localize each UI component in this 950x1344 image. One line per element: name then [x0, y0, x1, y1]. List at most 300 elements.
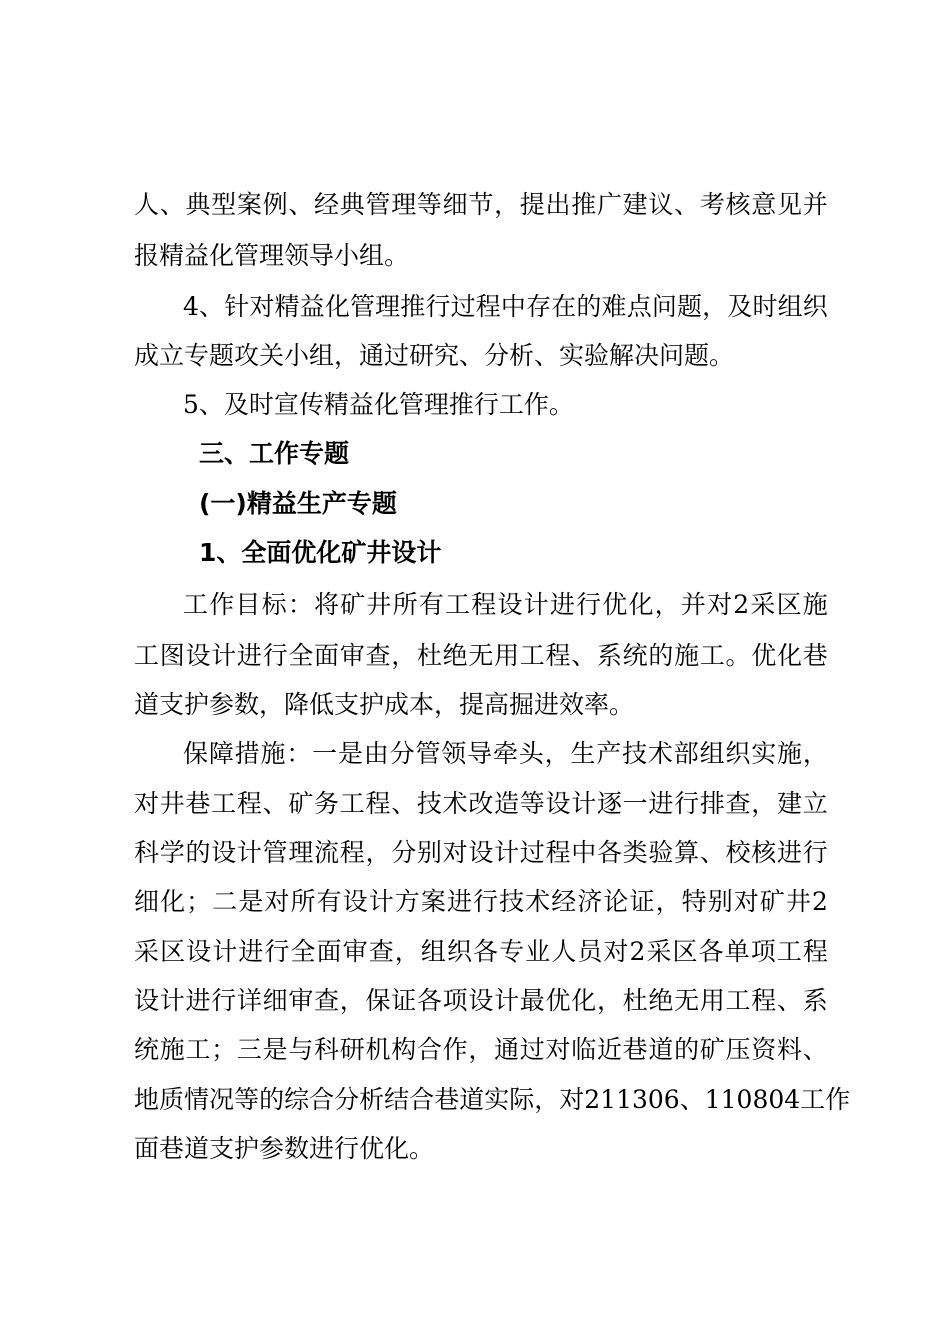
- line-glyph: 题: [677, 292, 703, 321]
- line-glyph: 际: [509, 1085, 535, 1114]
- line-glyph: 一: [622, 789, 648, 818]
- line-glyph: 对: [442, 838, 468, 867]
- line-glyph: 设: [497, 590, 523, 619]
- line-glyph: 统: [622, 641, 648, 670]
- line-glyph: 审: [342, 937, 368, 966]
- line-glyph: 业: [525, 937, 551, 966]
- line-glyph: 对: [264, 887, 290, 916]
- line-glyph: 最: [519, 986, 545, 1015]
- line-glyph: 。: [725, 641, 751, 670]
- line-glyph: 、: [802, 1035, 828, 1064]
- line-glyph: ；: [211, 1035, 237, 1064]
- line-glyph: 各: [596, 838, 622, 867]
- line-glyph: 计: [212, 937, 238, 966]
- line-glyph: 织: [446, 937, 472, 966]
- line-glyph: 牵: [492, 739, 518, 768]
- line-glyph: ：: [286, 739, 312, 768]
- line-glyph: 行: [576, 590, 602, 619]
- line-glyph: 矿: [340, 590, 366, 619]
- line-glyph: 化: [160, 887, 186, 916]
- line-glyph: 例: [262, 190, 288, 219]
- line-glyph: 程: [236, 789, 262, 818]
- line-glyph: ，: [494, 190, 520, 219]
- line-glyph: 研: [339, 1035, 365, 1064]
- line-glyph: 区: [776, 590, 802, 619]
- body-line: 报精益化管理领导小组。: [134, 241, 410, 270]
- line-glyph: 设: [468, 838, 494, 867]
- line-glyph: 出: [545, 190, 571, 219]
- line-glyph: 对: [545, 1035, 571, 1064]
- line-glyph: ，: [391, 641, 417, 670]
- line-glyph: 化: [776, 641, 802, 670]
- line-glyph: 理: [288, 838, 314, 867]
- line-glyph: 是: [337, 739, 363, 768]
- line-glyph: 合: [416, 1035, 442, 1064]
- line-glyph: 计: [159, 986, 185, 1015]
- line-glyph: 存: [526, 292, 552, 321]
- line-glyph: 证: [391, 986, 417, 1015]
- line-glyph: 典: [339, 190, 365, 219]
- line-glyph: ：: [287, 590, 313, 619]
- line-glyph: 情: [184, 1085, 210, 1114]
- line-glyph: 在: [551, 292, 577, 321]
- line-glyph: 行: [473, 887, 499, 916]
- line-glyph: 项: [442, 986, 468, 1015]
- line-glyph: 资: [751, 1035, 777, 1064]
- line-glyph: 验: [648, 838, 674, 867]
- body-line: 成立专题攻关小组，通过研究、分析、实验解决问题。: [134, 341, 735, 370]
- line-glyph: 领: [441, 739, 467, 768]
- line-glyph: 专: [499, 937, 525, 966]
- line-glyph: 导: [467, 739, 493, 768]
- body-line: [134, 937, 828, 967]
- line-glyph: 人: [551, 937, 577, 966]
- line-glyph: 等: [416, 190, 442, 219]
- body-line: [134, 789, 828, 819]
- line-glyph: 理: [375, 292, 401, 321]
- line-glyph: 压: [725, 1035, 751, 1064]
- line-glyph: 进: [648, 789, 674, 818]
- line-glyph: 核: [751, 838, 777, 867]
- line-glyph: 质: [159, 1085, 185, 1114]
- line-glyph: 析: [359, 1085, 385, 1114]
- line-glyph: 进: [776, 838, 802, 867]
- line-glyph: 4: [183, 292, 199, 321]
- line-glyph: ；: [186, 887, 212, 916]
- line-glyph: 查: [368, 937, 394, 966]
- line-glyph: 行: [674, 789, 700, 818]
- line-glyph: 图: [159, 641, 185, 670]
- line-glyph: 作: [825, 1085, 851, 1114]
- line-glyph: 、: [699, 838, 725, 867]
- line-glyph: 进: [446, 887, 472, 916]
- line-glyph: 行: [211, 986, 237, 1015]
- line-glyph: 益: [299, 292, 325, 321]
- line-glyph: 设: [186, 937, 212, 966]
- line-glyph: 管: [349, 292, 375, 321]
- line-glyph: 工: [183, 590, 209, 619]
- line-glyph: 统: [134, 1035, 160, 1064]
- line-glyph: 经: [314, 190, 340, 219]
- line-glyph: 节: [468, 190, 494, 219]
- line-glyph: 结: [384, 1085, 410, 1114]
- line-glyph: 实: [751, 739, 777, 768]
- line-glyph: 优: [545, 986, 571, 1015]
- line-glyph: 核: [725, 190, 751, 219]
- line-glyph: 证: [629, 887, 655, 916]
- line-glyph: 设: [545, 789, 571, 818]
- line-glyph: 对: [603, 937, 629, 966]
- line-glyph: 巷: [434, 1085, 460, 1114]
- line-glyph: 推: [400, 292, 426, 321]
- line-glyph: 全: [290, 937, 316, 966]
- line-glyph: 经: [551, 887, 577, 916]
- line-glyph: 技: [416, 789, 442, 818]
- line-glyph: 术: [525, 887, 551, 916]
- line-glyph: 无: [468, 641, 494, 670]
- line-glyph: 工: [185, 1035, 211, 1064]
- line-glyph: 对: [559, 1085, 585, 1114]
- line-glyph: 保: [365, 986, 391, 1015]
- body-line: [134, 838, 828, 868]
- line-glyph: 并: [680, 590, 706, 619]
- line-glyph: 别: [707, 887, 733, 916]
- line-glyph: 科: [134, 838, 160, 867]
- line-glyph: ，: [702, 292, 728, 321]
- line-glyph: 化: [324, 292, 350, 321]
- line-glyph: 料: [776, 1035, 802, 1064]
- line-glyph: 工: [134, 641, 160, 670]
- body-line: [134, 190, 828, 220]
- line-glyph: 行: [264, 937, 290, 966]
- line-glyph: 技: [499, 887, 525, 916]
- line-glyph: 广: [596, 190, 622, 219]
- line-glyph: 、: [262, 789, 288, 818]
- line-glyph: 由: [363, 739, 389, 768]
- line-glyph: 巷: [802, 641, 828, 670]
- line-glyph: 等: [234, 1085, 260, 1114]
- line-glyph: 将: [314, 590, 340, 619]
- line-glyph: 巷: [185, 789, 211, 818]
- line-glyph: 生: [570, 739, 596, 768]
- line-glyph: 是: [238, 887, 264, 916]
- line-glyph: 面: [316, 937, 342, 966]
- body-line: [134, 1085, 851, 1115]
- line-glyph: 提: [519, 190, 545, 219]
- line-glyph: 计: [368, 887, 394, 916]
- line-glyph: 三: [236, 1035, 262, 1064]
- line-glyph: 的: [674, 1035, 700, 1064]
- line-glyph: 问: [651, 292, 677, 321]
- line-glyph: 过: [519, 1035, 545, 1064]
- line-glyph: 建: [776, 789, 802, 818]
- line-glyph: ，: [394, 937, 420, 966]
- line-glyph: 井: [159, 789, 185, 818]
- line-glyph: 化: [628, 590, 654, 619]
- line-glyph: 组: [699, 739, 725, 768]
- line-glyph: 进: [185, 986, 211, 1015]
- line-glyph: ，: [596, 986, 622, 1015]
- line-glyph: 头: [518, 739, 544, 768]
- line-glyph: 有: [316, 887, 342, 916]
- line-glyph: 二: [212, 887, 238, 916]
- line-glyph: 过: [450, 292, 476, 321]
- line-glyph: 机: [365, 1035, 391, 1064]
- line-glyph: 保: [183, 739, 209, 768]
- line-glyph: 标: [261, 590, 287, 619]
- line-glyph: 分: [334, 1085, 360, 1114]
- line-glyph: 化: [571, 986, 597, 1015]
- line-glyph: 的: [185, 838, 211, 867]
- body-line: [134, 641, 828, 671]
- line-glyph: 2: [812, 887, 828, 916]
- body-line: 5、及时宣传精益化管理推行工作。: [183, 390, 574, 419]
- line-glyph: 通: [494, 1035, 520, 1064]
- line-glyph: 矿: [759, 887, 785, 916]
- body-line: [134, 887, 828, 917]
- body-line: [183, 590, 828, 620]
- line-glyph: 设: [468, 986, 494, 1015]
- line-glyph: ，: [339, 986, 365, 1015]
- line-glyph: 类: [622, 838, 648, 867]
- line-glyph: 、: [571, 641, 597, 670]
- line-glyph: 程: [475, 292, 501, 321]
- line-glyph: 211306: [584, 1085, 680, 1114]
- line-glyph: 措: [234, 739, 260, 768]
- line-glyph: 难: [601, 292, 627, 321]
- body-line: [134, 986, 828, 1016]
- line-glyph: 并: [802, 190, 828, 219]
- line-glyph: 区: [160, 937, 186, 966]
- line-glyph: 杜: [622, 986, 648, 1015]
- line-glyph: 分: [389, 739, 415, 768]
- line-glyph: 考: [699, 190, 725, 219]
- line-glyph: 技: [622, 739, 648, 768]
- line-glyph: 合: [309, 1085, 335, 1114]
- line-glyph: 各: [473, 937, 499, 966]
- line-glyph: ，: [802, 739, 828, 768]
- line-glyph: 、: [391, 789, 417, 818]
- line-glyph: 临: [571, 1035, 597, 1064]
- line-glyph: 采: [750, 590, 776, 619]
- line-glyph: 计: [523, 590, 549, 619]
- line-glyph: 2: [629, 937, 646, 966]
- line-glyph: 施: [802, 590, 828, 619]
- line-glyph: 110804: [704, 1085, 801, 1114]
- line-glyph: 程: [365, 789, 391, 818]
- line-glyph: 程: [545, 641, 571, 670]
- line-glyph: 的: [576, 292, 602, 321]
- line-glyph: 有: [418, 590, 444, 619]
- line-glyph: 中: [500, 292, 526, 321]
- line-glyph: 查: [314, 986, 340, 1015]
- line-glyph: 矿: [288, 789, 314, 818]
- line-glyph: 型: [211, 190, 237, 219]
- line-glyph: 采: [646, 937, 672, 966]
- line-glyph: 等: [519, 789, 545, 818]
- line-glyph: 近: [596, 1035, 622, 1064]
- line-glyph: 系: [596, 641, 622, 670]
- line-glyph: 流: [314, 838, 340, 867]
- line-glyph: 意: [751, 190, 777, 219]
- line-glyph: 程: [751, 986, 777, 1015]
- line-glyph: 组: [420, 937, 446, 966]
- line-glyph: 单: [724, 937, 750, 966]
- line-glyph: 逐: [596, 789, 622, 818]
- line-glyph: 施: [674, 641, 700, 670]
- line-glyph: 过: [519, 838, 545, 867]
- line-glyph: ，: [544, 739, 570, 768]
- line-glyph: 、: [199, 292, 225, 321]
- line-glyph: 绝: [442, 641, 468, 670]
- line-glyph: 点: [626, 292, 652, 321]
- line-glyph: 程: [339, 838, 365, 867]
- line-glyph: 杜: [416, 641, 442, 670]
- line-glyph: 井: [785, 887, 811, 916]
- line-glyph: 区: [672, 937, 698, 966]
- line-glyph: 计: [211, 641, 237, 670]
- body-line: 面巷道支护参数进行优化。: [134, 1134, 435, 1163]
- line-glyph: ，: [468, 1035, 494, 1064]
- line-glyph: 地: [134, 1085, 160, 1114]
- line-glyph: 设: [134, 986, 160, 1015]
- line-glyph: 的: [259, 1085, 285, 1114]
- line-glyph: ，: [654, 590, 680, 619]
- topic-heading: 1、全面优化矿井设计: [199, 538, 442, 567]
- line-glyph: 工: [211, 789, 237, 818]
- body-line: 道支护参数，降低支护成本，提高掘进效率。: [134, 690, 635, 719]
- line-glyph: 管: [415, 739, 441, 768]
- line-glyph: 综: [284, 1085, 310, 1114]
- line-glyph: 产: [596, 739, 622, 768]
- line-glyph: ，: [534, 1085, 560, 1114]
- line-glyph: 程: [545, 838, 571, 867]
- line-glyph: 施: [159, 1035, 185, 1064]
- line-glyph: 各: [416, 986, 442, 1015]
- line-glyph: 各: [698, 937, 724, 966]
- line-glyph: 、: [674, 190, 700, 219]
- line-glyph: 进: [236, 641, 262, 670]
- line-glyph: 查: [365, 641, 391, 670]
- line-glyph: 精: [274, 292, 300, 321]
- line-glyph: 无: [674, 986, 700, 1015]
- line-glyph: 与: [288, 1035, 314, 1064]
- line-glyph: 优: [602, 590, 628, 619]
- line-glyph: 细: [134, 887, 160, 916]
- line-glyph: 算: [674, 838, 700, 867]
- line-glyph: 时: [752, 292, 778, 321]
- line-glyph: 校: [725, 838, 751, 867]
- line-glyph: ，: [365, 838, 391, 867]
- line-glyph: 造: [494, 789, 520, 818]
- line-glyph: 别: [416, 838, 442, 867]
- line-glyph: 织: [725, 739, 751, 768]
- line-glyph: 见: [776, 190, 802, 219]
- line-glyph: 对: [733, 887, 759, 916]
- line-glyph: 构: [391, 1035, 417, 1064]
- line-glyph: 案: [236, 190, 262, 219]
- line-glyph: 详: [236, 986, 262, 1015]
- line-glyph: 设: [342, 887, 368, 916]
- line-glyph: 目: [235, 590, 261, 619]
- line-glyph: 道: [648, 1035, 674, 1064]
- line-glyph: 对: [249, 292, 275, 321]
- body-line: [183, 739, 828, 769]
- line-glyph: 改: [468, 789, 494, 818]
- line-glyph: 组: [777, 292, 803, 321]
- section-heading: 三、工作专题: [199, 439, 350, 468]
- line-glyph: 对: [707, 590, 733, 619]
- line-glyph: 设: [185, 641, 211, 670]
- line-glyph: 织: [802, 292, 828, 321]
- line-glyph: 工: [445, 590, 471, 619]
- line-glyph: 工: [519, 641, 545, 670]
- line-glyph: 及: [727, 292, 753, 321]
- line-glyph: 、: [159, 190, 185, 219]
- line-glyph: 查: [725, 789, 751, 818]
- line-glyph: 排: [699, 789, 725, 818]
- line-glyph: 对: [134, 789, 160, 818]
- line-glyph: 一: [312, 739, 338, 768]
- line-glyph: 全: [288, 641, 314, 670]
- line-glyph: 作: [209, 590, 235, 619]
- line-glyph: 推: [571, 190, 597, 219]
- line-glyph: 面: [314, 641, 340, 670]
- line-glyph: ，: [751, 789, 777, 818]
- line-glyph: 典: [185, 190, 211, 219]
- line-glyph: 进: [549, 590, 575, 619]
- line-glyph: 立: [802, 789, 828, 818]
- line-glyph: 采: [134, 937, 160, 966]
- line-glyph: 道: [459, 1085, 485, 1114]
- line-glyph: 用: [699, 986, 725, 1015]
- line-glyph: 人: [134, 190, 160, 219]
- line-glyph: 用: [494, 641, 520, 670]
- subsection-heading: (一)精益生产专题: [199, 489, 397, 518]
- line-glyph: 的: [648, 641, 674, 670]
- line-glyph: 是: [262, 1035, 288, 1064]
- line-glyph: 绝: [648, 986, 674, 1015]
- line-glyph: 行: [425, 292, 451, 321]
- line-glyph: 、: [679, 1085, 705, 1114]
- line-glyph: 项: [750, 937, 776, 966]
- line-glyph: 针: [224, 292, 250, 321]
- line-glyph: 实: [484, 1085, 510, 1114]
- line-glyph: 况: [209, 1085, 235, 1114]
- line-glyph: 施: [260, 739, 286, 768]
- line-glyph: 施: [777, 739, 803, 768]
- line-glyph: 管: [262, 838, 288, 867]
- body-line: [183, 292, 828, 322]
- line-glyph: 细: [442, 190, 468, 219]
- line-glyph: 合: [409, 1085, 435, 1114]
- line-glyph: 优: [751, 641, 777, 670]
- line-glyph: 中: [571, 838, 597, 867]
- line-glyph: 设: [211, 838, 237, 867]
- body-line: [134, 1035, 828, 1065]
- line-glyph: 部: [673, 739, 699, 768]
- line-glyph: 务: [314, 789, 340, 818]
- line-glyph: 计: [494, 986, 520, 1015]
- line-glyph: 工: [776, 937, 802, 966]
- line-glyph: 建: [622, 190, 648, 219]
- line-glyph: 行: [802, 838, 828, 867]
- line-glyph: 工: [339, 789, 365, 818]
- line-glyph: 论: [603, 887, 629, 916]
- line-glyph: 、: [288, 190, 314, 219]
- line-glyph: 作: [442, 1035, 468, 1064]
- line-glyph: 巷: [622, 1035, 648, 1064]
